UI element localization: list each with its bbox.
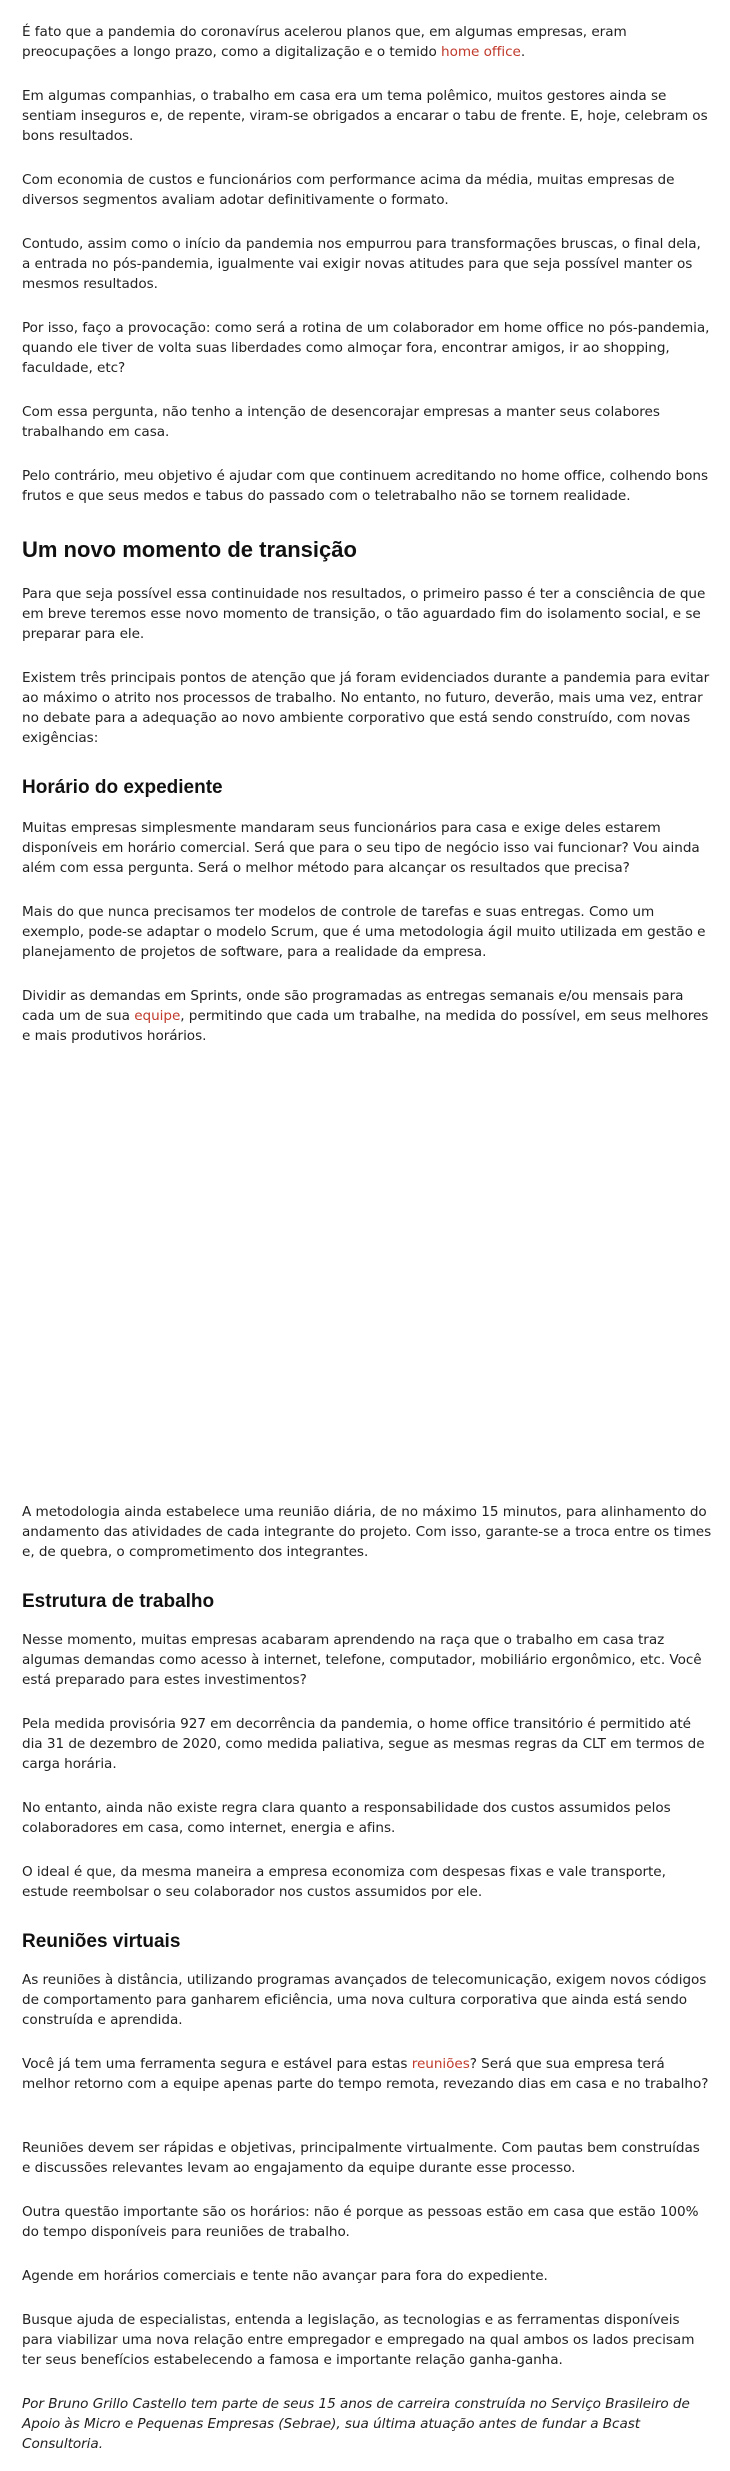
paragraph: Agende em horários comerciais e tente não avançar para fora do expediente. — [22, 2268, 548, 2284]
paragraph: Outra questão importante são os horários: não é porque as pessoas estão em casa que estão 100% do tempo disponíveis para reuniões de trabalho. — [22, 2204, 699, 2240]
paragraph-text: Você já tem uma ferramenta segura e estável para estas — [22, 2056, 412, 2072]
paragraph-text: . — [520, 44, 526, 60]
section-heading-estrutura: Estrutura de trabalho — [22, 1591, 215, 1612]
paragraph — [22, 22, 712, 62]
home-office-link[interactable]: home office — [441, 44, 521, 60]
paragraph: Reuniões devem ser rápidas e objetivas, principalmente virtualmente. Com pautas bem construídas e discussões relevantes levam ao engajamento da equipe durante esse processo. — [22, 2140, 700, 2176]
section-heading-horario: Horário do expediente — [22, 777, 223, 798]
section-heading-reunioes: Reuniões virtuais — [22, 1931, 181, 1952]
paragraph: As reuniões à distância, utilizando programas avançados de telecomunicação, exigem novos códigos de comportamento para ganharem eficiência, uma nova cultura corporativa que ainda está sendo construída e aprendida. — [22, 1972, 707, 2028]
paragraph-text: , permitindo que cada um trabalhe, na medida do possível, em seus melhores e mais produtivos horários. — [22, 1008, 709, 1044]
paragraph: O ideal é que, da mesma maneira a empresa economiza com despesas fixas e vale transporte, estude reembolsar o seu colaborador nos custos assumidos por ele. — [22, 1864, 666, 1900]
paragraph: No entanto, ainda não existe regra clara quanto a responsabilidade dos custos assumidos pelos colaboradores em casa, como internet, energia e afins. — [22, 1800, 671, 1836]
paragraph: Pelo contrário, meu objetivo é ajudar com que continuem acreditando no home office, colhendo bons frutos e que seus medos e tabus do passado com o teletrabalho não se tornem realidade. — [22, 468, 709, 504]
section-heading-transicao: Um novo momento de transição — [22, 537, 357, 562]
paragraph: Com economia de custos e funcionários com performance acima da média, muitas empresas de diversos segmentos avaliam adotar definitivamente o formato. — [22, 172, 675, 208]
equipe-link[interactable]: equipe — [134, 1008, 181, 1024]
paragraph-text: Dividir as demandas em Sprints, onde são programadas as entregas semanais e/ou mensais para cada um de sua — [22, 988, 684, 1024]
byline-text: Por Bruno Grillo Castello tem parte de seus 15 anos de carreira construída no Serviço Brasileiro de Apoio às Micro e Pequenas Empresas (Sebrae), sua última atuação antes de fundar a Bcast Consultoria. — [22, 2396, 690, 2452]
paragraph: Nesse momento, muitas empresas acabaram aprendendo na raça que o trabalho em casa traz algumas demandas como acesso à internet, telefone, computador, mobiliário ergonômico, etc. Você está preparado para estes investimentos? — [22, 1632, 702, 1688]
paragraph: Mais do que nunca precisamos ter modelos de controle de tarefas e suas entregas. Como um exemplo, pode-se adaptar o modelo Scrum, que é uma metodologia ágil muito utilizada em gestão e planejamento de projetos de software, para a realidade da empresa. — [22, 904, 706, 960]
paragraph-text: É fato que a pandemia do coronavírus acelerou planos que, em algumas empresas, eram preocupações a longo prazo, como a digitalização e o temido — [22, 24, 627, 60]
paragraph: Pela medida provisória 927 em decorrência da pandemia, o home office transitório é permitido até dia 31 de dezembro de 2020, como medida paliativa, segue as mesmas regras da CLT em termos de carga horária. — [22, 1716, 705, 1772]
author-byline — [22, 2394, 712, 2454]
paragraph — [22, 986, 712, 1046]
paragraph: A metodologia ainda estabelece uma reunião diária, de no máximo 15 minutos, para alinhamento do andamento das atividades de cada integrante do projeto. Com isso, garante-se a troca entre os times e, de quebra, o comprometimento dos integrantes. — [22, 1504, 712, 1560]
paragraph: Muitas empresas simplesmente mandaram seus funcionários para casa e exige deles estarem disponíveis em horário comercial. Será que para o seu tipo de negócio isso vai funcionar? Vou ainda além com essa pergunta. Será o melhor método para alcançar os resultados que precisa? — [22, 820, 700, 876]
embedded-media-area — [22, 1068, 712, 1488]
paragraph: Em algumas companhias, o trabalho em casa era um tema polêmico, muitos gestores ainda se sentiam inseguros e, de repente, viram-se obrigados a encarar o tabu de frente. E, hoje, celebram os bons resultados. — [22, 88, 708, 144]
paragraph: Por isso, faço a provocação: como será a rotina de um colaborador em home office no pós-pandemia, quando ele tiver de volta suas liberdades como almoçar fora, encontrar amigos, ir ao shopping, faculdade, etc? — [22, 320, 710, 376]
paragraph: Para que seja possível essa continuidade nos resultados, o primeiro passo é ter a consciência de que em breve teremos esse novo momento de transição, o tão aguardado fim do isolamento social, e se preparar para ele. — [22, 586, 706, 642]
paragraph: Existem três principais pontos de atenção que já foram evidenciados durante a pandemia para evitar ao máximo o atrito nos processos de trabalho. No entanto, no futuro, deverão, mais uma vez, entrar no debate para a adequação ao novo ambiente corporativo que está sendo construído, com novas exigências: — [22, 670, 710, 746]
paragraph: Com essa pergunta, não tenho a intenção de desencorajar empresas a manter seus colabores trabalhando em casa. — [22, 404, 660, 440]
paragraph: Contudo, assim como o início da pandemia nos empurrou para transformações bruscas, o final dela, a entrada no pós-pandemia, igualmente vai exigir novas atitudes para que seja possível manter os mesmos resultados. — [22, 236, 701, 292]
paragraph-text: ? Será que sua empresa terá melhor retorno com a equipe apenas parte do tempo remota, revezando dias em casa e no trabalho? — [22, 2056, 709, 2092]
reunioes-link[interactable]: reuniões — [411, 2056, 470, 2072]
paragraph: Busque ajuda de especialistas, entenda a legislação, as tecnologias e as ferramentas disponíveis para viabilizar uma nova relação entre empregador e empregado na qual ambos os lados precisam ter seus benefícios estabelecendo a famosa e importante relação ganha-ganha. — [22, 2312, 695, 2368]
paragraph — [22, 2054, 712, 2094]
